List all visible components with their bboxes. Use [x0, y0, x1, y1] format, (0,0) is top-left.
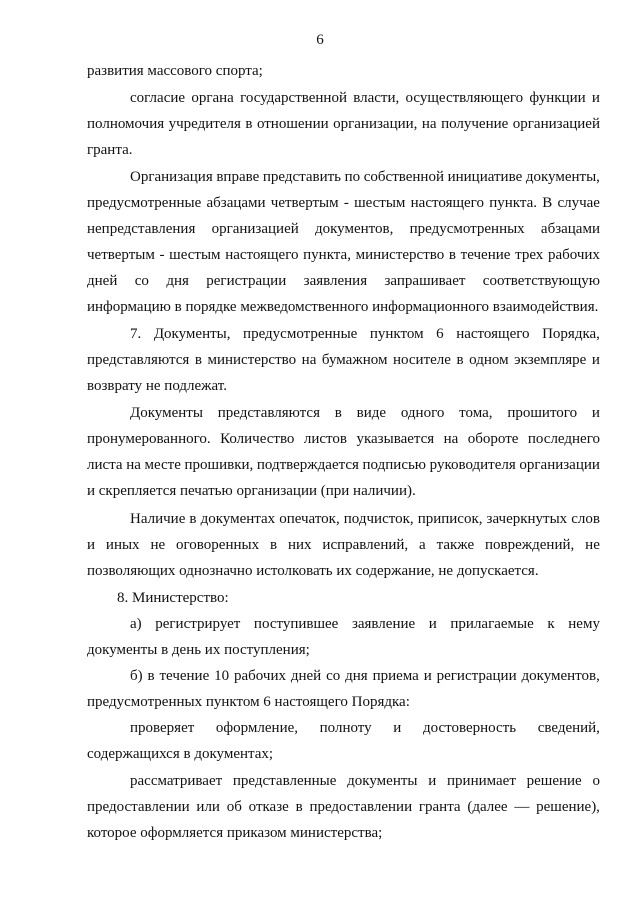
word: иных [105, 537, 140, 553]
word: сведений, [537, 720, 600, 736]
text-line [87, 271, 600, 291]
word: течение [460, 247, 511, 263]
word: представляются [217, 405, 320, 421]
word: представленные [232, 773, 337, 789]
text-line [87, 429, 600, 449]
text-line: развития массового спорта; [87, 63, 263, 79]
word: опечаток, [279, 511, 340, 527]
word: документы [347, 773, 418, 789]
word: дней [290, 668, 322, 684]
word: регистрации [436, 668, 517, 684]
word: в [334, 405, 342, 421]
word: рабочих [234, 668, 286, 684]
word: документов, [314, 221, 394, 237]
word: — [514, 799, 530, 815]
text-line [130, 167, 600, 187]
word: прилагаемые [450, 616, 534, 632]
word: повреждений, [485, 537, 575, 553]
text-line: позволяющих однозначно истолковать их содержание, не допускается. [87, 563, 539, 579]
word: а [419, 537, 426, 553]
word: на [301, 352, 317, 368]
word: и [423, 668, 432, 684]
word: шестым [169, 247, 221, 263]
word: прошитого [507, 405, 578, 421]
word: запрашивает [384, 273, 466, 289]
word: Наличие [130, 511, 186, 527]
word: четвертым [270, 195, 339, 211]
word: в [194, 352, 202, 368]
word: указывается [356, 431, 435, 447]
word: на [443, 431, 459, 447]
word: экземпляре [514, 352, 587, 368]
word: абзацами [540, 221, 600, 237]
word: и [591, 352, 600, 368]
word: и [591, 90, 600, 106]
word: Документы [130, 405, 203, 421]
text-line: и скрепляется печатью организации (при наличии). [87, 483, 416, 499]
word: подтверждается [256, 457, 359, 473]
word: листов [303, 431, 348, 447]
word: получение [441, 116, 509, 132]
word: дней [87, 273, 118, 289]
text-line [130, 509, 600, 529]
text-line [130, 666, 600, 686]
word: - [343, 195, 349, 211]
word: одном [469, 352, 509, 368]
word: дня [166, 273, 189, 289]
word: отношении [256, 116, 329, 132]
word: государственной [240, 90, 347, 106]
word: организацией [211, 221, 299, 237]
word: и [393, 720, 402, 736]
word: а) [130, 616, 142, 632]
word: в [245, 116, 253, 132]
word: одного [400, 405, 445, 421]
text-line [87, 455, 600, 475]
word: виде [356, 405, 387, 421]
text-line: возврату не подлежат. [87, 378, 227, 394]
word: руководителя [429, 457, 516, 473]
word: организации [519, 457, 600, 473]
word: 10 [214, 668, 230, 684]
word: предоставлении [309, 799, 413, 815]
word: пункта. [489, 195, 537, 211]
word: - [159, 247, 165, 263]
word: листа [87, 457, 123, 473]
word: рассматривает [130, 773, 223, 789]
word: тома, [459, 405, 493, 421]
word: трех [515, 247, 544, 263]
text-line [87, 245, 600, 265]
word: бумажном [321, 352, 388, 368]
text-line: гранта. [87, 142, 133, 158]
word: оговоренных [176, 537, 260, 553]
word: организации, [333, 116, 418, 132]
word: министерство [355, 247, 445, 263]
word: полномочия [87, 116, 165, 132]
word: документы, [525, 169, 600, 185]
word: заявление [351, 616, 416, 632]
word: последнего [527, 431, 600, 447]
word: представляются [87, 352, 190, 368]
word: обороте [467, 431, 519, 447]
text-line [87, 193, 600, 213]
word: на [126, 457, 141, 473]
word: по [344, 169, 361, 185]
word: регистрирует [155, 616, 241, 632]
word: или [196, 799, 220, 815]
word: Организация [130, 169, 213, 185]
word: об [226, 799, 242, 815]
word: абзацами [206, 195, 266, 211]
word: со [134, 273, 149, 289]
word: Порядка, [542, 326, 600, 342]
word: пункта, [303, 247, 351, 263]
word: о [592, 773, 600, 789]
word: на [421, 116, 437, 132]
text-line [87, 114, 600, 134]
word: оформление, [215, 720, 299, 736]
word: в [189, 511, 197, 527]
text-line: 8. Министерство: [117, 590, 229, 606]
word: исправлений, [322, 537, 409, 553]
word: достоверность [422, 720, 517, 736]
word: прошивки, [184, 457, 254, 473]
word: непредставления [87, 221, 196, 237]
text-line [130, 403, 600, 423]
word: приписок, [417, 511, 483, 527]
word: осуществляющего [405, 90, 524, 106]
word: проверяет [130, 720, 195, 736]
word: в [448, 247, 456, 263]
text-line [130, 614, 600, 634]
word: не [585, 537, 600, 553]
word: и [87, 537, 96, 553]
word: документах [200, 511, 276, 527]
text-line: документы в день их поступления; [87, 642, 310, 658]
text-line [130, 718, 600, 738]
word: шестым [354, 195, 406, 211]
word: предоставлении [87, 799, 190, 815]
text-line [130, 324, 600, 344]
word: отказе [248, 799, 289, 815]
word: в [147, 668, 155, 684]
word: в [295, 799, 303, 815]
word: регистрации [206, 273, 287, 289]
word: со [326, 668, 341, 684]
word: 6 [436, 326, 444, 342]
word: заявления [303, 273, 368, 289]
word: подписью [362, 457, 427, 473]
word: носителе [393, 352, 451, 368]
word: поступившее [253, 616, 339, 632]
text-line [87, 535, 600, 555]
text-line [130, 771, 600, 791]
word: в [269, 537, 278, 553]
word: настоящего [410, 195, 484, 211]
text-line: информацию в порядке межведомственного информационного взаимодействия. [87, 299, 599, 315]
word: случае [557, 195, 600, 211]
word: документов, [521, 668, 600, 684]
word: соответствующую [482, 273, 600, 289]
text-line [87, 219, 600, 239]
text-line: содержащихся в документах; [87, 746, 274, 762]
word: согласие [130, 90, 186, 106]
word: пронумерованного. [87, 431, 211, 447]
word: и [428, 773, 437, 789]
word: к [547, 616, 555, 632]
word: предусмотренные [87, 195, 202, 211]
word: В [542, 195, 553, 211]
word: слов [571, 511, 600, 527]
word: и [428, 616, 437, 632]
word: зачеркнутых [486, 511, 568, 527]
word: месте [144, 457, 181, 473]
word: приема [372, 668, 419, 684]
word: Документы, [153, 326, 231, 342]
word: предусмотренные [243, 326, 358, 342]
word: настоящего [456, 326, 530, 342]
word: подчисток, [343, 511, 414, 527]
word: Количество [220, 431, 295, 447]
word: решение [526, 773, 582, 789]
word: функции [529, 90, 586, 106]
text-line [87, 350, 600, 370]
word: учредителя [168, 116, 241, 132]
word: них [287, 537, 312, 553]
word: представить [262, 169, 342, 185]
word: принимает [447, 773, 516, 789]
word: не [150, 537, 166, 553]
word: предусмотренных [409, 221, 525, 237]
word: (далее [467, 799, 508, 815]
word: течение [159, 668, 210, 684]
page-number: 6 [316, 32, 324, 48]
word: 7. [130, 326, 142, 342]
text-line: предусмотренных пунктом 6 настоящего Порядка: [87, 694, 410, 710]
word: гранта [418, 799, 461, 815]
word: органа [191, 90, 234, 106]
word: б) [130, 668, 143, 684]
text-line [130, 88, 600, 108]
word: в [456, 352, 464, 368]
word: инициативе [447, 169, 523, 185]
word: пунктом [369, 326, 424, 342]
word: министерство [207, 352, 297, 368]
text-line [87, 797, 600, 817]
word: и [591, 405, 600, 421]
word: вправе [216, 169, 260, 185]
word: собственной [363, 169, 444, 185]
text-line: которое оформляется приказом министерства; [87, 825, 383, 841]
word: решение), [536, 799, 600, 815]
word: полноту [319, 720, 372, 736]
word: также [436, 537, 475, 553]
word: рабочих [547, 247, 600, 263]
word: нему [568, 616, 600, 632]
word: дня [345, 668, 368, 684]
word: власти, [353, 90, 400, 106]
word: четвертым [87, 247, 155, 263]
word: настоящего [225, 247, 299, 263]
word: организацией [512, 116, 600, 132]
